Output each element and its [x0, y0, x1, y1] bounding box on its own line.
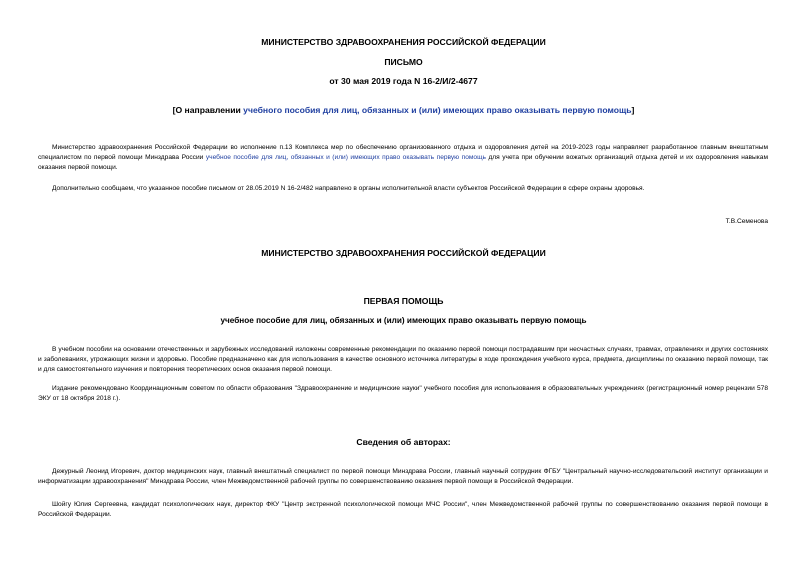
manual-subtitle: учебное пособие для лиц, обязанных и (или) имеющих право оказывать первую помощь: [220, 316, 587, 325]
ministry-heading: МИНИСТЕРСТВО ЗДРАВООХРАНЕНИЯ РОССИЙСКОЙ ФЕДЕРАЦИИ: [261, 37, 546, 47]
manual-title: ПЕРВАЯ ПОМОЩЬ: [363, 296, 444, 306]
letter-p1-tail: для учета при обучении вожатых организаций отдыха детей и их оздоровления навыкам оказания первой помощи.: [38, 154, 769, 171]
manual-ministry-heading: МИНИСТЕРСТВО ЗДРАВООХРАНЕНИЯ РОССИЙСКОЙ ФЕДЕРАЦИИ: [261, 248, 546, 258]
manual-paragraph-2: Издание рекомендовано Координационным советом по области образования "Здравоохранение и медицинские науки" учебного пособия для использования в образовательных учреждениях (регистрационный номер рецензии 578 ЭКУ от 18 октября 2018 г.).: [38, 385, 768, 402]
subject-link[interactable]: учебного пособия для лиц, обязанных и (или) имеющих право оказывать первую помощь: [243, 105, 632, 115]
author-2: Шойгу Юлия Сергеевна, кандидат психологических наук, директор ФКУ "Центр экстренной психологической помощи МЧС России", член Межведомственной рабочей группы по совершенствованию оказания первой помощи в Российской Федерации.: [38, 501, 768, 518]
doc-type: ПИСЬМО: [384, 57, 423, 67]
signature: Т.В.Семенова: [725, 218, 768, 225]
letter-paragraph-1: [38, 143, 768, 173]
letter-p1-text: Министерство здравоохранения Российской Федерации во исполнение п.13 Комплекса мер по обеспечению организованного отдыха и оздоровления детей на 2019-2023 годы направляет разработанное главным внештатным специалистом по первой помощи Минздрава России: [38, 144, 768, 161]
subject-suffix: ]: [631, 105, 635, 115]
author-1: Дежурный Леонид Игоревич, доктор медицинских наук, главный внештатный специалист по первой помощи Минздрава России, главный научный сотрудник ФГБУ "Центральный научно-исследовательский институт организации и информатизации здравоохранения" Минздрава России, член Межведомственной рабочей группы по совершенствованию оказания первой помощи в Российской Федерации.: [38, 468, 768, 485]
subject-prefix: [О направлении: [172, 105, 244, 115]
doc-number: от 30 мая 2019 года N 16-2/И/2-4677: [329, 76, 478, 86]
authors-heading: Сведения об авторах:: [356, 437, 451, 447]
letter-subject: [0, 105, 807, 115]
manual-paragraph-1: В учебном пособии на основании отечественных и зарубежных исследований изложены современные рекомендации по оказанию первой помощи пострадавшим при несчастных случаях, травмах, отравлениях и других состояниях и заболеваниях, угрожающих жизни и здоровью. Пособие предназначено как для использования в качестве основного источника литературы в ходе прохождения учебного курса, предмета, дисциплины по оказанию первой помощи, так и для самостоятельного изучения и повторения теоретических основ оказания первой помощи.: [38, 346, 768, 373]
manual-link[interactable]: учебное пособие для лиц, обязанных и (или) имеющих право оказывать первую помощь: [205, 154, 486, 161]
letter-paragraph-2: Дополнительно сообщаем, что указанное пособие письмом от 28.05.2019 N 16-2/482 направлено в органы исполнительной власти субъектов Российской Федерации в сфере охраны здоровья.: [52, 185, 645, 192]
